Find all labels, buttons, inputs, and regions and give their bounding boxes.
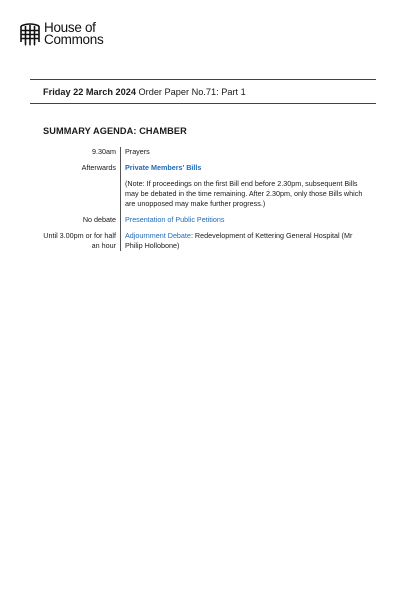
header-rule-bottom xyxy=(30,103,376,104)
private-members-bills-link[interactable]: Private Members' Bills xyxy=(125,163,202,172)
agenda-note: (Note: If proceedings on the first Bill end before 2.30pm, subsequent Bills may be debated in the time remaining. After 2.30pm, only those Bills which are unopposed may make further progress.) xyxy=(125,179,363,208)
agenda-row-private-members-bills xyxy=(43,163,363,215)
public-petitions-link[interactable]: Presentation of Public Petitions xyxy=(125,215,225,224)
agenda-item xyxy=(120,163,363,215)
agenda-time: 9.30am xyxy=(92,147,116,156)
section-title: SUMMARY AGENDA: CHAMBER xyxy=(43,126,187,136)
portcullis-icon xyxy=(19,22,41,46)
agenda-row-public-petitions xyxy=(43,215,363,231)
logo-line-1: House of xyxy=(44,20,96,35)
adjournment-debate-text: : Redevelopment of Kettering General Hospital (Mr Philip Hollobone) xyxy=(125,231,353,250)
agenda-row-adjournment-debate xyxy=(43,231,363,251)
header-rule-top xyxy=(30,79,376,80)
agenda-row-prayers xyxy=(43,147,363,163)
agenda-time: Afterwards xyxy=(81,163,116,172)
adjournment-debate-link[interactable]: Adjournment Debate xyxy=(125,231,191,240)
agenda-time: Until 3.00pm or for half an hour xyxy=(43,231,116,250)
agenda-item xyxy=(120,215,363,231)
house-of-commons-logo xyxy=(19,22,103,46)
order-paper-header xyxy=(43,86,246,98)
agenda-item: Prayers xyxy=(120,147,363,163)
logo-wordmark xyxy=(44,22,103,46)
agenda-item xyxy=(120,231,363,251)
logo-line-2: Commons xyxy=(44,32,104,47)
summary-agenda xyxy=(43,147,363,251)
header-paper-number: Order Paper No.71: Part 1 xyxy=(135,87,246,97)
agenda-time: No debate xyxy=(82,215,116,224)
header-date: Friday 22 March 2024 xyxy=(43,87,136,97)
